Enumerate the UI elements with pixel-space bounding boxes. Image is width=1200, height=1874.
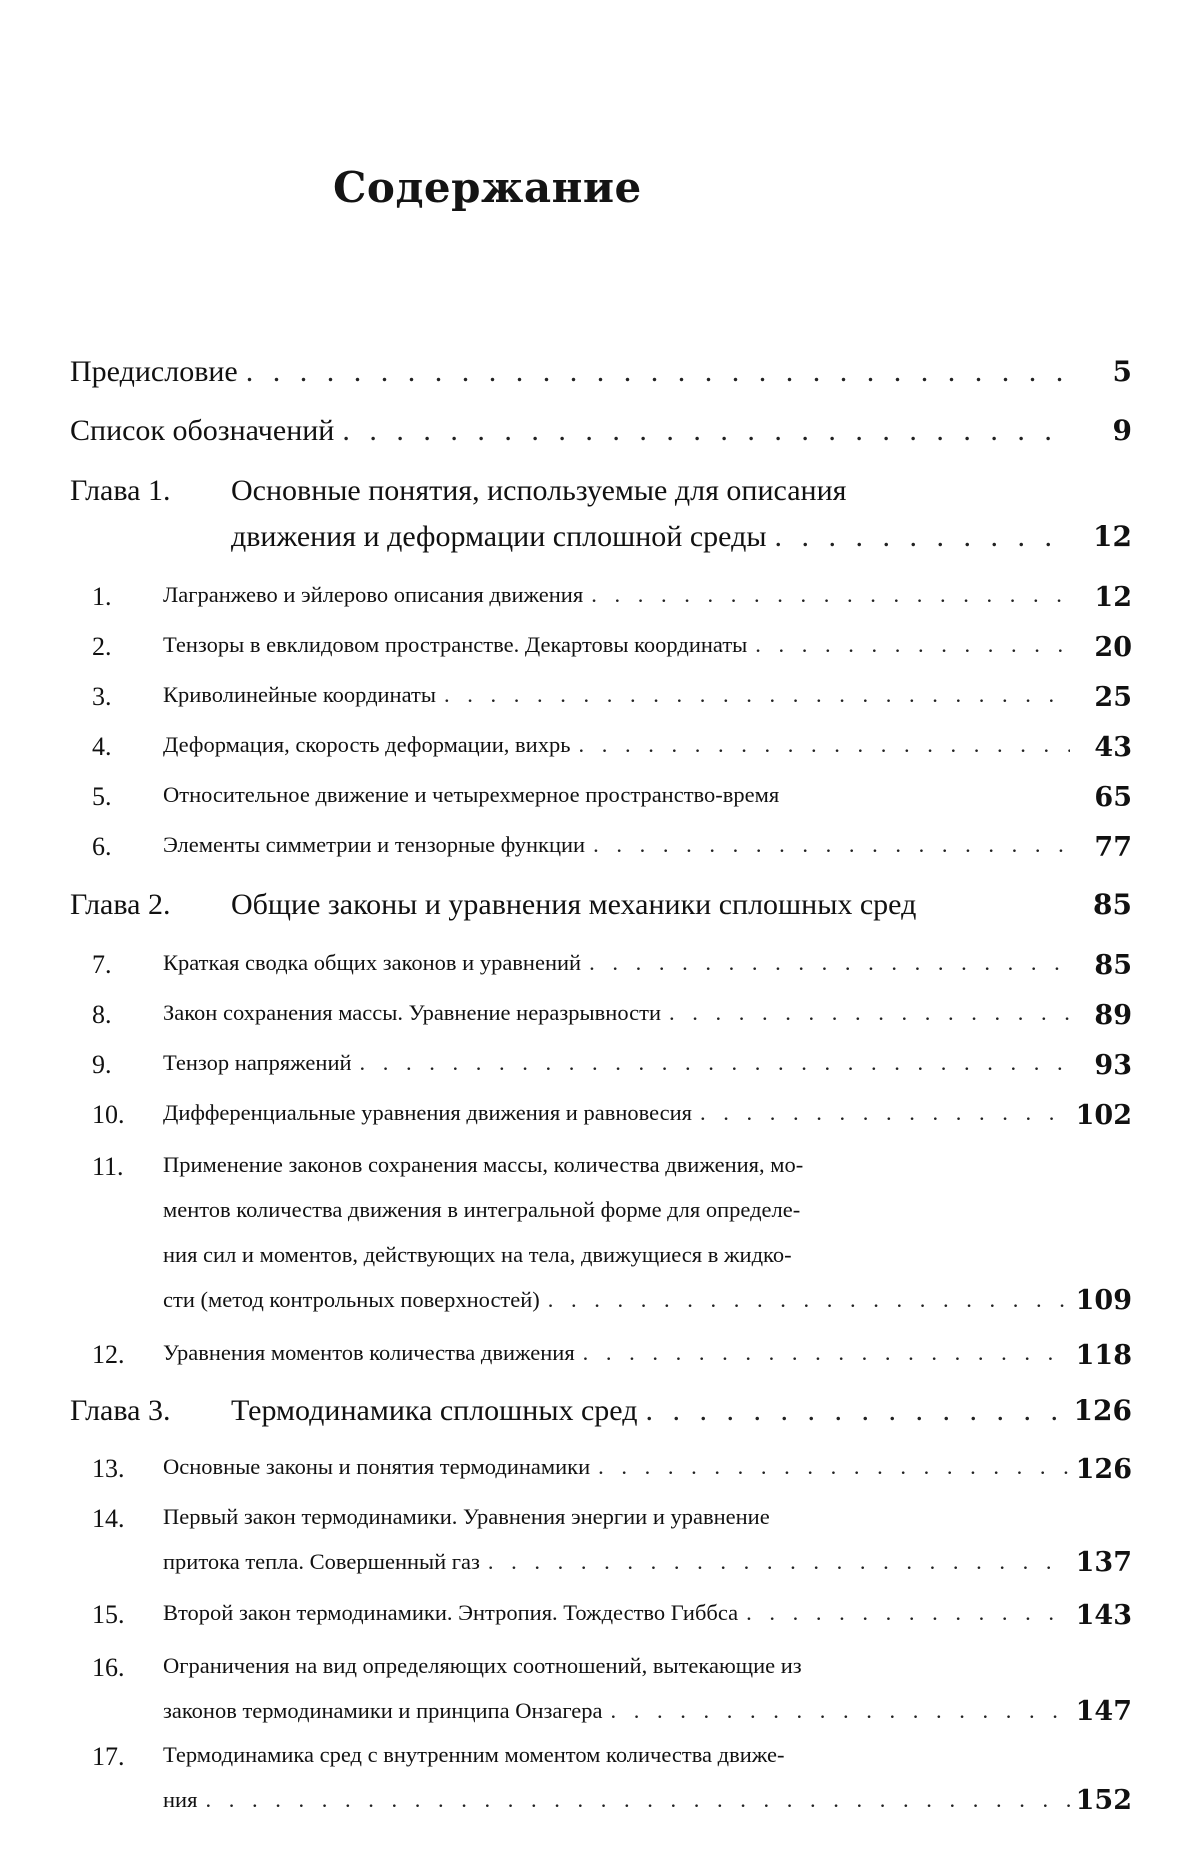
section-title-line: Применение законов сохранения массы, количества движения, мо- <box>163 1152 804 1177</box>
section-number: 6. <box>92 832 112 861</box>
toc-section-16[interactable] <box>0 1653 1200 1743</box>
section-title: Уравнения моментов количества движения <box>163 1340 575 1365</box>
section-title: Криволинейные координаты <box>163 682 436 707</box>
section-number: 2. <box>92 632 112 661</box>
section-page: 89 <box>1094 1000 1132 1031</box>
leader-dots <box>570 732 1070 758</box>
leader-dots <box>583 582 1070 608</box>
section-title-line: ния сил и моментов, действующих на тела, движущиеся в жидко- <box>163 1242 792 1267</box>
section-title: Деформация, скорость деформации, вихрь <box>163 732 571 757</box>
leader-dots <box>540 1287 1070 1313</box>
chapter-label: Глава 1. <box>70 474 171 507</box>
leader-dots <box>575 1340 1070 1366</box>
section-number: 8. <box>92 1000 112 1029</box>
leader-dots <box>480 1549 1070 1575</box>
leader-dots <box>692 1100 1070 1126</box>
section-title-line: ния <box>163 1787 198 1812</box>
section-page: 152 <box>1075 1785 1132 1816</box>
toc-chapter-2[interactable] <box>0 888 1200 928</box>
chapter-label: Глава 2. <box>70 888 171 921</box>
section-number: 16. <box>92 1653 125 1682</box>
toc-section-8[interactable] <box>0 1000 1200 1036</box>
toc-section-9[interactable] <box>0 1050 1200 1086</box>
section-number: 9. <box>92 1050 112 1079</box>
section-page: 12 <box>1094 582 1132 613</box>
section-page: 20 <box>1094 632 1132 663</box>
section-page: 77 <box>1094 832 1132 863</box>
section-page: 25 <box>1094 682 1132 713</box>
leader-dots <box>767 520 1071 554</box>
section-page: 147 <box>1075 1696 1132 1727</box>
section-page: 85 <box>1094 950 1132 981</box>
section-title-line: законов термодинамики и принципа Онзагера <box>163 1698 603 1723</box>
toc-section-7[interactable] <box>0 950 1200 986</box>
section-page: 126 <box>1075 1454 1132 1485</box>
toc-section-2[interactable] <box>0 632 1200 668</box>
toc-section-4[interactable] <box>0 732 1200 768</box>
chapter-title-line: Термодинамика сплошных сред <box>231 1394 638 1427</box>
toc-entry-preface[interactable] <box>0 355 1200 395</box>
section-page: 143 <box>1075 1600 1132 1631</box>
toc-section-15[interactable] <box>0 1600 1200 1636</box>
chapter-page: 126 <box>1073 1394 1132 1427</box>
toc-section-10[interactable] <box>0 1100 1200 1136</box>
leader-dots <box>197 1787 1070 1813</box>
section-number: 3. <box>92 682 112 711</box>
chapter-page: 12 <box>1093 520 1132 553</box>
toc-chapter-3[interactable] <box>0 1394 1200 1434</box>
toc-section-13[interactable] <box>0 1454 1200 1490</box>
section-number: 15. <box>92 1600 125 1629</box>
section-title: Второй закон термодинамики. Энтропия. Тождество Гиббса <box>163 1600 739 1625</box>
section-title: Тензоры в евклидовом пространстве. Декартовы координаты <box>163 632 748 657</box>
leader-dots <box>747 632 1070 658</box>
section-title-line: Термодинамика сред с внутренним моментом количества движе- <box>163 1742 785 1767</box>
leader-dots <box>585 832 1070 858</box>
section-title: Краткая сводка общих законов и уравнений <box>163 950 582 975</box>
section-title: Элементы симметрии и тензорные функции <box>163 832 586 857</box>
entry-label: Предисловие <box>70 355 238 388</box>
section-title-line: ментов количества движения в интегральной форме для определе- <box>163 1197 801 1222</box>
leader-dots <box>661 1000 1070 1026</box>
entry-page: 9 <box>1112 414 1132 447</box>
section-title: Дифференциальные уравнения движения и равновесия <box>163 1100 693 1125</box>
section-title: Тензор напряжений <box>163 1050 352 1075</box>
section-page: 65 <box>1094 782 1132 813</box>
leader-dots <box>637 1394 1070 1428</box>
section-number: 7. <box>92 950 112 979</box>
toc-section-12[interactable] <box>0 1340 1200 1376</box>
toc-section-17[interactable] <box>0 1742 1200 1832</box>
section-title: Лагранжево и эйлерово описания движения <box>163 582 584 607</box>
section-title: Основные законы и понятия термодинамики <box>163 1454 591 1479</box>
section-number: 12. <box>92 1340 125 1369</box>
toc-chapter-1[interactable] <box>0 474 1200 564</box>
section-title: Закон сохранения массы. Уравнение неразрывности <box>163 1000 662 1025</box>
section-number: 14. <box>92 1504 125 1533</box>
section-number: 5. <box>92 782 112 811</box>
section-page: 118 <box>1075 1340 1132 1371</box>
section-page: 102 <box>1075 1100 1132 1131</box>
toc-section-6[interactable] <box>0 832 1200 868</box>
leader-dots <box>603 1698 1070 1724</box>
leader-dots <box>334 414 1070 448</box>
section-title-line: Ограничения на вид определяющих соотношений, вытекающие из <box>163 1653 802 1678</box>
leader-dots <box>581 950 1070 976</box>
section-title-line: притока тепла. Совершенный газ <box>163 1549 480 1574</box>
leader-dots <box>738 1600 1070 1626</box>
section-page: 43 <box>1094 732 1132 763</box>
section-number: 1. <box>92 582 112 611</box>
chapter-title-line: Общие законы и уравнения механики сплошных сред <box>231 888 917 921</box>
chapter-title-line: Основные понятия, используемые для описания <box>231 474 847 507</box>
section-title-line: сти (метод контрольных поверхностей) <box>163 1287 540 1312</box>
section-number: 10. <box>92 1100 125 1129</box>
leader-dots <box>590 1454 1070 1480</box>
chapter-page: 85 <box>1093 888 1132 921</box>
section-number: 17. <box>92 1742 125 1771</box>
entry-page: 5 <box>1112 355 1132 388</box>
leader-dots <box>352 1050 1070 1076</box>
leader-dots <box>436 682 1070 708</box>
section-title-line: Первый закон термодинамики. Уравнения энергии и уравнение <box>163 1504 770 1529</box>
chapter-title-line: движения и деформации сплошной среды <box>231 520 767 553</box>
entry-label: Список обозначений <box>70 414 335 447</box>
section-number: 11. <box>92 1152 124 1181</box>
toc-section-11[interactable] <box>0 1152 1200 1332</box>
chapter-label: Глава 3. <box>70 1394 171 1427</box>
toc-section-3[interactable] <box>0 682 1200 718</box>
toc-section-5[interactable] <box>0 782 1200 818</box>
toc-entry-notation[interactable] <box>0 414 1200 454</box>
page-title: Содержание <box>333 163 642 212</box>
section-page: 93 <box>1094 1050 1132 1081</box>
leader-dots <box>238 355 1070 389</box>
section-number: 4. <box>92 732 112 761</box>
section-number: 13. <box>92 1454 125 1483</box>
section-page: 137 <box>1075 1547 1132 1578</box>
section-page: 109 <box>1075 1285 1132 1316</box>
toc-section-1[interactable] <box>0 582 1200 618</box>
toc-section-14[interactable] <box>0 1504 1200 1594</box>
section-title: Относительное движение и четырехмерное пространство-время <box>163 782 780 807</box>
